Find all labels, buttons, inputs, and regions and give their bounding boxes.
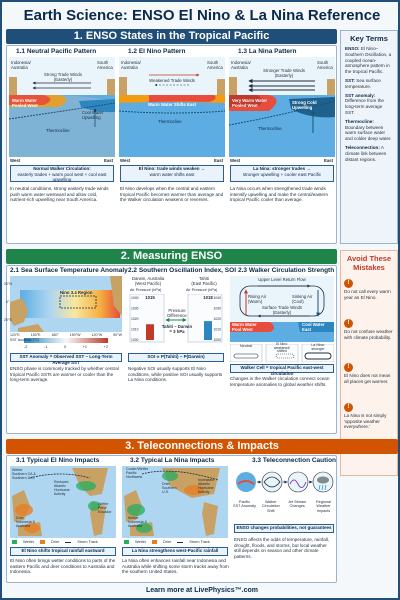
legend-storm: Storm Track bbox=[189, 540, 210, 544]
mistake-item: El Nino does not mean all places get warmer. bbox=[344, 373, 391, 384]
page-title: Earth Science: ENSO El Nino & La Nina Reference bbox=[23, 7, 381, 24]
la-nina-caption-text: stronger upwelling + cooler east Pacific bbox=[242, 171, 322, 177]
sst-lat-20s: 20°S bbox=[4, 318, 12, 322]
la-nina-impacts-caption: La Nina strengthens west-Pacific rainfall bbox=[122, 547, 228, 556]
walker-mini-neutral: Neutral bbox=[239, 344, 253, 348]
soi-tick-label: 1030 bbox=[213, 306, 221, 311]
la-nina-description: La Nina occurs when strengthened trade winds intensify upwelling and make the central/eastern tropical Pacific cooler than average. bbox=[230, 186, 329, 203]
legend-drier-swatch bbox=[40, 540, 45, 544]
key-term-sst-anomaly-def: Difference from the long-term average SST. bbox=[345, 98, 384, 115]
la-nina-thermocline-label: Thermocline bbox=[258, 126, 282, 131]
pressure-difference-value: Tahiti – Darwin = 3 hPa bbox=[161, 324, 193, 334]
neutral-wind-label: Strong Trade Winds (Easterly) bbox=[44, 72, 82, 82]
soi-description: Negative SOI usually supports El Nino conditions, while positive SOI usually supports La Nina conditions. bbox=[128, 366, 223, 383]
panel-2-3-title: 2.3 Walker Circulation Strength bbox=[238, 267, 335, 274]
key-term-enso-name: ENSO: bbox=[345, 46, 360, 51]
sst-scale-3: +1 bbox=[82, 345, 88, 349]
walker-mini-la-nina: La Nina: stronger bbox=[311, 343, 325, 351]
tahiti-pressure-value: 1018 bbox=[203, 295, 213, 300]
la-nina-left-label: Indonesia/ Australia bbox=[231, 60, 251, 70]
sst-scale-4: +2 bbox=[103, 345, 108, 349]
sst-scale-row bbox=[24, 345, 108, 349]
el-nino-impact-label-3: Wetter Peru/ Ecuador bbox=[98, 502, 112, 514]
darwin-station-label: Darwin, Australia (West Pacific) bbox=[131, 276, 165, 286]
neutral-caption-text: easterly trades + warm pool west + cool east upwelling bbox=[17, 171, 107, 182]
footer-link[interactable]: Learn more at LivePhysics™.com bbox=[145, 587, 259, 594]
key-term-teleconnection-name: Teleconnection: bbox=[345, 144, 380, 150]
pressure-difference-label: Pressure Difference bbox=[167, 308, 187, 318]
soi-tick-label: 1040 bbox=[131, 296, 139, 301]
la-nina-caption-title: La Nina: stronger trades → bbox=[253, 166, 311, 171]
sst-lon-2: 180° bbox=[51, 333, 59, 337]
panel-2-2-title: 2.2 Southern Oscillation Index, SOI bbox=[128, 267, 236, 274]
soi-tick-label: 1000 bbox=[131, 338, 139, 343]
legend-wetter-swatch bbox=[124, 540, 129, 544]
la-nina-impacts-description: La Nina often enhances rainfall near Indonesia and Australia while shifting some storm tracks away from the southern United States. bbox=[122, 558, 229, 575]
sst-lat-0: 0° bbox=[6, 300, 10, 304]
walker-caption-box: Walker Cell = tropical Pacific east-west circulation bbox=[230, 364, 334, 373]
legend-drier-swatch bbox=[152, 540, 157, 544]
la-nina-impact-label-3: Increased Atlantic Hurricane Activity bbox=[198, 478, 214, 494]
el-nino-east-label: East bbox=[214, 158, 224, 163]
legend-storm: Storm Track bbox=[77, 540, 98, 544]
la-nina-west-label: West bbox=[230, 158, 241, 163]
soi-tick-label: 1020 bbox=[213, 317, 221, 322]
mistakes-title: Avoid These Mistakes bbox=[346, 254, 392, 272]
section-2-heading: 2. Measuring ENSO bbox=[6, 249, 337, 264]
section-3-heading: 3. Teleconnections & Impacts bbox=[6, 439, 398, 454]
mistake-item: Do not confuse weather with climate probability. bbox=[344, 329, 393, 340]
neutral-caption-title: Normal Walker Circulation: bbox=[33, 166, 91, 171]
teleconnection-description: ENSO affects the odds of temperature, rainfall, drought, floods, and storms, but local weather still depends on season and other climate patterns. bbox=[234, 537, 330, 559]
la-nina-caption-box bbox=[230, 165, 334, 182]
la-nina-warm-label: Very Warm Water Pooled West bbox=[232, 98, 268, 108]
panel-3-3-title: 3.3 Teleconnection Caution bbox=[252, 457, 337, 464]
key-terms-title: Key Terms bbox=[350, 34, 388, 43]
sst-lon-1: 150°E bbox=[30, 333, 41, 337]
teleconnection-chain-icons bbox=[234, 468, 334, 498]
walker-sinking-label: Sinking Air (Cool) bbox=[292, 294, 313, 304]
el-nino-impact-label-1: Wetter Southern CA & Southern U.S. bbox=[12, 468, 36, 480]
panel-1-1-title: 1.1 Neutral Pacific Pattern bbox=[16, 48, 97, 55]
key-term-teleconnection-def: A climate link between distant regions. bbox=[345, 144, 387, 162]
neutral-cool-label: Cool Water Upwelling bbox=[82, 110, 104, 120]
neutral-description: In neutral conditions, strong easterly trade winds push warm water westward and allow cold, nutrient-rich upwelling near South America. bbox=[10, 186, 109, 203]
soi-gauge-chart bbox=[128, 294, 224, 344]
mistake-item: La Nina is not simply 'opposite weather everywhere.' bbox=[344, 413, 387, 430]
la-nina-legend bbox=[124, 540, 228, 544]
legend-storm-swatch bbox=[65, 542, 71, 543]
panel-2-1-title: 2.1 Sea Surface Temperature Anomaly bbox=[10, 267, 128, 274]
warning-icon: ! bbox=[344, 319, 353, 328]
neutral-warm-label: Warm Water Pooled West bbox=[12, 98, 38, 108]
key-term-enso-def: El Nino–Southern Oscillation, a coupled ocean-atmosphere pattern in the tropical Pacific. bbox=[345, 46, 392, 75]
la-nina-wind-label: Stronger Trade Winds (Easterly) bbox=[263, 68, 305, 78]
el-nino-caption-text: warm water shifts east bbox=[149, 171, 195, 177]
key-term-thermocline bbox=[345, 119, 393, 142]
teleconnection-steps bbox=[232, 500, 336, 513]
key-term-thermocline-name: Thermocline: bbox=[345, 118, 374, 124]
teleconnection-caption: ENSO changes probabilities, not guarantees bbox=[234, 524, 334, 533]
el-nino-legend bbox=[12, 540, 116, 544]
teleconnection-step-1: Pacific SST Anomaly bbox=[233, 500, 256, 509]
tahiti-station-label: Tahiti (East Pacific) bbox=[191, 276, 217, 286]
walker-description: Changes in the Walker circulation connect ocean temperature anomalies to global weather shifts. bbox=[230, 376, 330, 387]
key-term-teleconnection bbox=[345, 145, 393, 162]
key-term-thermocline-def: Boundary between warm surface water and colder deep water. bbox=[345, 124, 392, 142]
walker-cool-label: Cool Water East bbox=[302, 322, 325, 332]
panel-3-1-title: 3.1 Typical El Nino Impacts bbox=[16, 457, 100, 464]
key-term-sst-anomaly bbox=[345, 93, 393, 116]
soi-tick-label: 1000 bbox=[213, 338, 221, 343]
key-term-enso bbox=[345, 46, 393, 75]
sst-lat-20n: 20°N bbox=[4, 282, 13, 286]
teleconnection-step-3: Jet Stream Changes bbox=[287, 500, 307, 509]
sst-scale-0: -2 bbox=[24, 345, 28, 349]
mistake-item: Do not call every warm year an El Nino. bbox=[344, 289, 391, 300]
nino34-label: Nino 3.4 Region bbox=[60, 290, 93, 295]
el-nino-left-label: Indonesia/ Australia bbox=[121, 60, 141, 70]
sst-lon-5: 90°W bbox=[113, 333, 122, 337]
teleconnection-step-4: Regional Weather Impacts bbox=[315, 500, 331, 513]
panel-3-2-title: 3.2 Typical La Nina Impacts bbox=[130, 457, 215, 464]
el-nino-right-label: South America bbox=[207, 60, 223, 70]
warning-icon: ! bbox=[344, 403, 353, 412]
neutral-thermocline-label: Thermocline bbox=[46, 128, 70, 133]
sst-lon-row bbox=[10, 333, 122, 337]
el-nino-impact-label-2: Reduced Atlantic Hurricane Activity bbox=[54, 480, 70, 496]
legend-drier: Drier bbox=[163, 540, 172, 544]
neutral-west-label: West bbox=[10, 158, 21, 163]
soi-tick-label: 1040 bbox=[213, 296, 221, 301]
el-nino-wind-label: Weakened Trade Winds bbox=[149, 78, 195, 83]
sst-description: ENSO phase is commonly tracked by whether central tropical Pacific SSTs are warmer or cooler than the long-term average. bbox=[10, 366, 119, 383]
legend-wetter: Wetter bbox=[135, 540, 147, 544]
section-1-heading: 1. ENSO States in the Tropical Pacific bbox=[6, 29, 337, 44]
sst-scale-2: 0 bbox=[63, 345, 67, 349]
la-nina-impact-label-4: Wetter Indonesia & Australia bbox=[128, 516, 147, 528]
key-term-sst bbox=[345, 78, 393, 90]
panel-1-3-title: 1.3 La Nina Pattern bbox=[238, 48, 297, 55]
key-terms-sidebar bbox=[340, 30, 398, 244]
legend-wetter: Wetter bbox=[23, 540, 35, 544]
soi-tick-label: 1010 bbox=[213, 327, 221, 332]
sst-lon-3: 150°W bbox=[69, 333, 81, 337]
key-term-sst-name: SST: bbox=[345, 77, 355, 83]
sst-lon-0: 120°E bbox=[10, 333, 20, 337]
walker-mini-el-nino: El Nino: weakened/ shifted bbox=[274, 342, 290, 354]
neutral-east-label: East bbox=[104, 158, 114, 163]
darwin-pressure-value: 1015 bbox=[145, 295, 155, 300]
soi-tick-label: 1010 bbox=[131, 327, 139, 332]
la-nina-east-label: East bbox=[324, 158, 334, 163]
walker-warm-label: Warm Water Pool West bbox=[232, 322, 257, 332]
el-nino-impacts-caption: El Nino shifts tropical rainfall eastward bbox=[10, 547, 116, 556]
legend-storm-swatch bbox=[177, 542, 183, 543]
neutral-caption-box bbox=[10, 165, 114, 182]
sst-lon-4: 120°W bbox=[91, 333, 103, 337]
la-nina-impact-label-1: Cooler/Wetter Pacific Northwest bbox=[126, 467, 149, 479]
la-nina-cool-label: Strong Cold Upwelling bbox=[292, 100, 317, 110]
el-nino-pattern-diagram bbox=[119, 57, 225, 157]
darwin-pressure-label: Air Pressure (hPa) bbox=[130, 288, 162, 292]
key-term-sst-def: Sea surface temperature. bbox=[345, 77, 381, 89]
darwin-pressure-bar bbox=[146, 324, 154, 340]
walker-rising-label: Rising Air (Warm) bbox=[248, 294, 267, 304]
el-nino-caption-box bbox=[120, 165, 224, 182]
la-nina-impact-label-2: Drier Southern U.S. bbox=[162, 482, 177, 494]
el-nino-warm-label: Warm Water Shifts East bbox=[147, 102, 197, 107]
el-nino-impacts-description: El Nino often brings wetter conditions to parts of the eastern Pacific and drier conditions to Australia and Indonesia. bbox=[10, 558, 116, 575]
sst-scale-1: -1 bbox=[43, 345, 48, 349]
neutral-right-label: South America bbox=[97, 60, 113, 70]
el-nino-thermocline-label: Thermocline bbox=[158, 119, 182, 124]
panel-1-2-title: 1.2 El Nino Pattern bbox=[128, 48, 186, 55]
sst-caption-box: SST Anomaly = Observed SST – Long-Term Average SST bbox=[10, 353, 122, 362]
el-nino-caption-title: El Nino: trade winds weaken → bbox=[138, 166, 206, 171]
legend-wetter-swatch bbox=[12, 540, 17, 544]
warning-icon: ! bbox=[344, 279, 353, 288]
neutral-left-label: Indonesia/ Australia bbox=[11, 60, 31, 70]
tahiti-pressure-label: Air Pressure (hPa) bbox=[186, 288, 218, 292]
warning-icon: ! bbox=[344, 363, 353, 372]
teleconnection-step-2: Walker Circulation Shift bbox=[261, 500, 280, 513]
walker-surface-label: Surface Trade Winds (Easterly) bbox=[261, 305, 303, 315]
soi-tick-label: 1020 bbox=[131, 317, 139, 322]
el-nino-impact-label-4: Drier Indonesia & Australia bbox=[16, 516, 35, 528]
soi-caption-box: SOI ∝ P(Tahiti) − P(Darwin) bbox=[128, 353, 224, 362]
el-nino-west-label: West bbox=[120, 158, 131, 163]
sst-legend-title: SST Anomaly (°C) bbox=[10, 338, 40, 342]
walker-upper-label: Upper Level Return Flow bbox=[258, 277, 306, 282]
tahiti-pressure-bar bbox=[204, 321, 212, 340]
el-nino-description: El Nino develops when the central and eastern tropical Pacific becomes warmer than average and the Walker circulation weakens or reverses. bbox=[120, 186, 224, 203]
legend-drier: Drier bbox=[51, 540, 60, 544]
la-nina-right-label: South America bbox=[317, 60, 333, 70]
key-term-sst-anomaly-name: SST anomaly: bbox=[345, 92, 376, 98]
soi-tick-label: 1030 bbox=[131, 306, 139, 311]
